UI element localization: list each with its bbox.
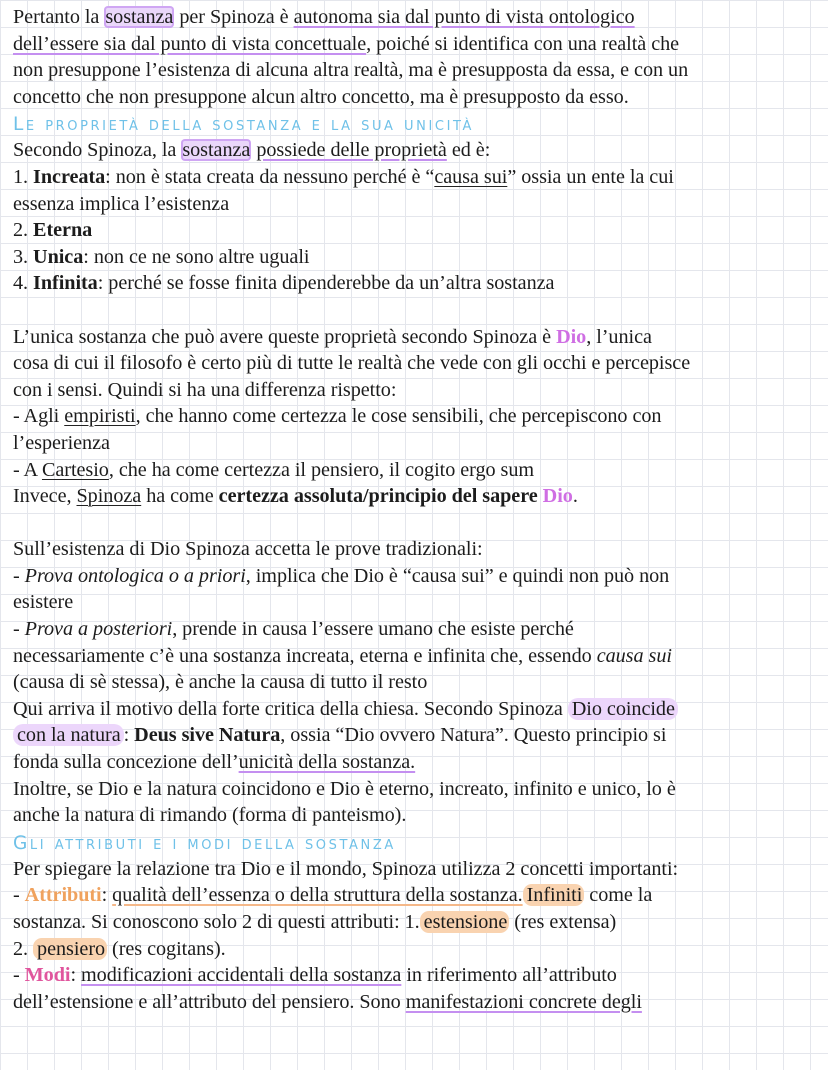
text-line (13, 962, 825, 989)
text-line (13, 616, 825, 643)
notes-page (13, 4, 825, 1015)
underline-unicita: unicità della sostanza. (238, 751, 416, 774)
text: ha come (141, 485, 219, 508)
text: (res cogitans). (107, 937, 226, 960)
text: Pertanto la (13, 6, 105, 28)
underline-empiristi: empiristi (64, 405, 136, 428)
text: , prende in causa l’essere umano che esiste perché (172, 618, 574, 641)
text: ed è: (446, 139, 491, 162)
list-item (13, 164, 825, 191)
term-increata: Increata (33, 165, 106, 188)
term-unica: Unica (33, 245, 84, 268)
text-line: anche la natura di rimando (forma di panteismo). (13, 804, 407, 827)
text: , implica che Dio è “causa sui” e quindi non può non (245, 564, 670, 587)
highlight-sostanza: sostanza (182, 139, 251, 162)
text: : non è stata creata da nessuno perché è “ (105, 165, 435, 188)
text: - (13, 564, 25, 587)
term-dio: Dio (556, 325, 587, 348)
text-line: cosa di cui il filosofo è certo più di tutte le realtà che vede con gli occhi e percepisce (13, 352, 691, 375)
text-line: con i sensi. Quindi si ha una differenza rispetto: (13, 378, 397, 401)
list-item (13, 270, 825, 297)
text: dell’estensione e all’attributo del pensiero. Sono (13, 990, 406, 1013)
highlight-dio-coincide: Dio coincide (568, 698, 678, 720)
text: . (572, 485, 578, 508)
underline-causa-sui: causa sui (434, 165, 508, 188)
term-infinita: Infinita (33, 272, 98, 295)
text-line (13, 31, 825, 58)
list-number: 2. (13, 219, 34, 242)
text-line (13, 457, 825, 484)
underline-autonoma: autonoma sia dal punto di vista ontologico (293, 6, 635, 28)
text-line: (causa di sè stessa), è anche la causa di tutto il resto (13, 671, 428, 694)
term-eterna: Eterna (33, 219, 93, 242)
underline-concettuale: dell’essere sia dal punto di vista concettuale (13, 32, 367, 55)
text-line (13, 989, 825, 1016)
text-line: l’esperienza (13, 431, 110, 454)
section-heading-attributi: Gli attributi e i modi della sostanza (13, 832, 396, 854)
text: 2. (13, 937, 34, 960)
text-line (13, 882, 825, 909)
text-line: Sull’esistenza di Dio Spinoza accetta le prove tradizionali: (13, 538, 483, 561)
text: Qui arriva il motivo della forte critica della chiesa. Secondo Spinoza (13, 697, 568, 720)
term-modi: Modi (24, 964, 71, 987)
text: : perché se fosse finita dipenderebbe da un’altra sostanza (97, 272, 555, 295)
text: Secondo Spinoza, la (13, 139, 182, 162)
list-number: 4. (13, 272, 34, 295)
text: - Agli (13, 405, 65, 428)
text-line: concetto che non presuppone alcun altro concetto, ma è presupposto da esso. (13, 85, 629, 108)
spacer (13, 297, 825, 324)
highlight-sostanza: sostanza (105, 6, 174, 28)
highlight-infiniti: Infiniti (523, 884, 585, 906)
text: Invece, (13, 485, 77, 508)
text-line (13, 722, 825, 749)
term-dio: Dio (542, 485, 573, 508)
text-line (13, 4, 825, 31)
text: L’unica sostanza che può avere queste proprietà secondo Spinoza è (13, 325, 557, 348)
text-line (13, 403, 825, 430)
text-line: Inoltre, se Dio e la natura coincidono e Dio è eterno, increato, infinito e unico, lo è (13, 777, 676, 800)
list-number: 3. (13, 245, 34, 268)
text: : (70, 964, 82, 987)
italic-causa-sui: causa sui (596, 644, 672, 667)
highlight-pensiero: pensiero (33, 938, 107, 960)
text-line (13, 137, 825, 164)
text: , che ha come certezza il pensiero, il cogito ergo sum (108, 458, 535, 481)
text: fonda sulla concezione dell’ (13, 751, 239, 774)
text: sostanza. Si conoscono solo 2 di questi attributi: 1. (13, 911, 420, 933)
underline-manifestazioni: manifestazioni concrete degli (405, 990, 642, 1013)
text: , poiché si identifica con una realtà che (366, 32, 680, 55)
text-line (13, 749, 825, 776)
text: - (13, 884, 25, 907)
text: in riferimento all’attributo (401, 964, 617, 987)
italic-prova-ontologica: Prova ontologica o a priori (24, 564, 246, 587)
underline-cartesio: Cartesio (41, 458, 109, 481)
italic-prova-posteriori: Prova a posteriori (24, 618, 173, 641)
text-line (13, 563, 825, 590)
text: - (13, 618, 25, 641)
underline-spinoza: Spinoza (76, 485, 142, 508)
spacer (13, 510, 825, 537)
text: : non ce ne sono altre uguali (83, 245, 310, 268)
section-heading-proprieta: Le proprietà della sostanza e la sua unicità (13, 114, 475, 136)
bold-certezza: certezza assoluta/principio del sapere (218, 485, 538, 508)
text-line: essenza implica l’esistenza (13, 192, 230, 215)
underline-qualita: qualità dell’essenza o della struttura della sostanza. (112, 884, 523, 907)
text: , che hanno come certezza le cose sensibili, che percepiscono con (135, 405, 662, 428)
text-line: esistere (13, 591, 74, 614)
list-number: 1. (13, 165, 34, 188)
text-line (13, 936, 825, 963)
underline-modificazioni: modificazioni accidentali della sostanza (81, 964, 402, 987)
bold-deus-sive-natura: Deus sive Natura (134, 724, 281, 747)
text-line: Per spiegare la relazione tra Dio e il mondo, Spinoza utilizza 2 concetti importanti: (13, 857, 679, 880)
list-item (13, 244, 825, 271)
text: , l’unica (586, 325, 652, 348)
highlight-con-la-natura: con la natura (13, 724, 124, 746)
underline-proprieta: possiede delle proprietà (256, 139, 447, 162)
highlight-estensione: estensione (420, 911, 510, 933)
text: - (13, 964, 25, 987)
text-line: non presuppone l’esistenza di alcuna altra realtà, ma è presupposta da essa, e con un (13, 59, 689, 82)
text: per Spinoza è (174, 6, 294, 28)
text: come la (584, 884, 653, 907)
text: - A (13, 458, 42, 481)
text: : (123, 724, 135, 747)
term-attributi: Attributi (24, 884, 102, 907)
text: ” ossia un ente la cui (507, 165, 674, 188)
text: , ossia “Dio ovvero Natura”. Questo principio si (280, 724, 667, 747)
text-line (13, 909, 825, 936)
text-line (13, 643, 825, 670)
list-item (13, 217, 825, 244)
text: (res extensa) (509, 911, 617, 933)
text-line (13, 696, 825, 723)
text: : (101, 884, 113, 907)
text: necessariamente c’è una sostanza increata, eterna e infinita che, essendo (13, 644, 597, 667)
text-line (13, 483, 825, 510)
text-line (13, 324, 825, 351)
